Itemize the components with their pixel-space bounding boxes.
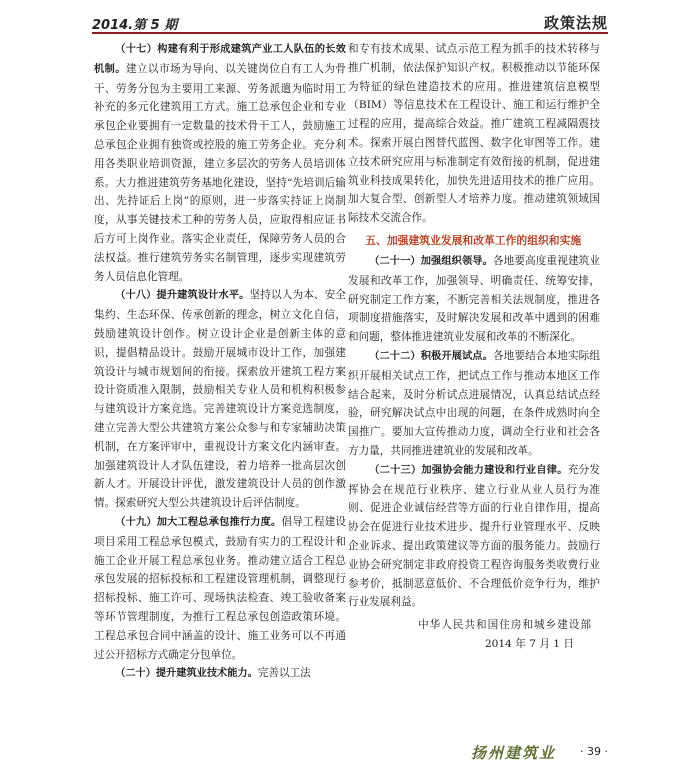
paragraph-17: [94, 40, 346, 286]
paragraph-heading: （二十三）加强协会能力建设和行业自律。: [369, 464, 568, 476]
section-title: 政策法规: [543, 14, 608, 32]
paragraph-heading: （十九）加大工程总承包推行力度。: [115, 516, 282, 528]
issuer-signature: 中华人民共和国住房和城乡建设部: [418, 619, 592, 632]
paragraph-text: 建立以市场为导向、以关键岗位自有工人为骨干、劳务分包为主要用工来源、劳务派遣为临时用工补充的多元化建筑用工方式。施工总承包企业和专业承包企业要拥有一定数量的技术骨干工人，鼓励施工总承包企业拥有独资或控股的施工劳务企业。充分利用各类职业培训资源，建立多层次的劳务人员培训体系。大力推进建筑劳务基地化建设，坚持“先培训后输出、先持证后上岗”的原则，进一步落实持证上岗制度，从事关键技术工种的劳务人员，应取得相应证书后方可上岗作业。落实企业责任，保障劳务人员的合法权益。推行建筑劳务实名制管理，逐步实现建筑劳务人员信息化管理。: [94, 62, 347, 283]
paragraph-heading: （十八）提升建筑设计水平。: [115, 290, 250, 302]
paragraph-text: 各地要高度重视建筑业发展和改革工作，加强领导、明确责任、统筹安排，研究制定工作方案，不断完善相关法规制度，推进各项制度措施落实，及时解决发展和改革中遇到的困难和问题，整体推进建筑业发展和改革的不断深化。: [348, 254, 600, 344]
paragraph-heading: （二十）提升建筑业技术能力。: [115, 668, 258, 680]
paragraph-text: 倡导工程建设项目采用工程总承包模式，鼓励有实力的工程设计和施工企业开展工程总承包业务。推动建立适合工程总承包发展的招标投标和工程建设管理机制，调整现行招标投标、施工许可、现场执法检查、竣工验收备案等环节管理制度，为推行工程总承包创造政策环境。工程总承包合同中涵盖的设计、施工业务可以不再通过公开招标方式确定分包单位。: [94, 515, 347, 661]
magazine-logo: 扬州建筑业: [470, 744, 556, 762]
paragraph-19: [94, 513, 346, 664]
issue-label: 2014.第 5 期: [92, 18, 178, 33]
paragraph-23: [348, 461, 600, 612]
paragraph-text: 充分发挥协会在规范行业秩序、建立行业从业人员行为准则、促进企业诚信经营等方面的行业自律作用，提高协会在促进行业技术进步、提升行业管理水平、反映企业诉求、提出政策建议等方面的服务能力。鼓励行业协会研究制定非政府投资工程咨询服务类收费行业参考价，抵制恶意低价、不合理低价竞争行为，维护行业发展利益。: [348, 463, 601, 609]
paragraph-21: [348, 252, 600, 347]
left-column: [94, 40, 346, 684]
paragraph-text: 各地要结合本地实际组织开展相关试点工作，把试点工作与推动本地区工作结合起来，及时分析试点进展情况，认真总结试点经验，研究解决试点中出现的问题，在条件成熟时向全国推广。要加大宣传推动力度，调动全行业和社会各方力量，共同推进建筑业的发展和改革。: [348, 349, 600, 457]
paragraph-text: 完善以工法: [257, 667, 311, 680]
section-heading: 五、加强建筑业发展和改革工作的组织和实施: [365, 233, 582, 247]
right-column: [348, 40, 600, 654]
paragraph-text: 坚持以人为本、安全集约、生态环保、传承创新的理念，树立文化自信，鼓励建筑设计创作。树立设计企业是创新主体的意识，提倡精品设计。鼓励开展城市设计工作，加强建筑设计与城市规划间的衔接。探索放开建筑工程方案设计资质准入限制，鼓励相关专业人员和机构积极参与建筑设计方案竞选。完善建筑设计方案竞选制度，建立完善大型公共建筑方案公众参与和专家辅助决策机制，在方案评审中，重视设计方案文化内涵审查。加强建筑设计人才队伍建设，着力培养一批高层次创新人才。开展设计评优，激发建筑设计人员的创作激情。探索研究大型公共建筑设计后评估制度。: [94, 289, 346, 510]
paragraph-20-continued: 和专有技术成果、试点示范工程为抓手的技术转移与推广机制，依法保护知识产权。积极推动以节能环保为特征的绿色建造技术的应用。推进建筑信息模型（BIM）等信息技术在工程设计、施工和运行维护全过程的应用，提高综合效益。推广建筑工程减隔震技术。探索开展白图替代蓝图、数字化审图等工作。建立技术研究应用与标准制定有效衔接的机制，促进建筑业科技成果转化，加快先进适用技术的推广应用。加大复合型、创新型人才培养力度。推动建筑领域国际技术交流合作。: [348, 43, 600, 225]
paragraph-heading: （二十一）加强组织领导。: [369, 255, 493, 267]
paragraph-heading: （十七）构建有利于形成建筑产业工人队伍的长效机制。: [94, 44, 346, 75]
header-rule: [92, 32, 608, 34]
page-header: [92, 10, 608, 40]
paragraph-20: [94, 664, 346, 684]
issue-date: 2014 年 7 月 1 日: [484, 637, 574, 650]
paragraph-heading: （二十二）积极开展试点。: [369, 350, 493, 362]
paragraph-22: [348, 347, 600, 461]
page-number: · 39 ·: [580, 745, 608, 758]
paragraph-18: [94, 286, 346, 513]
